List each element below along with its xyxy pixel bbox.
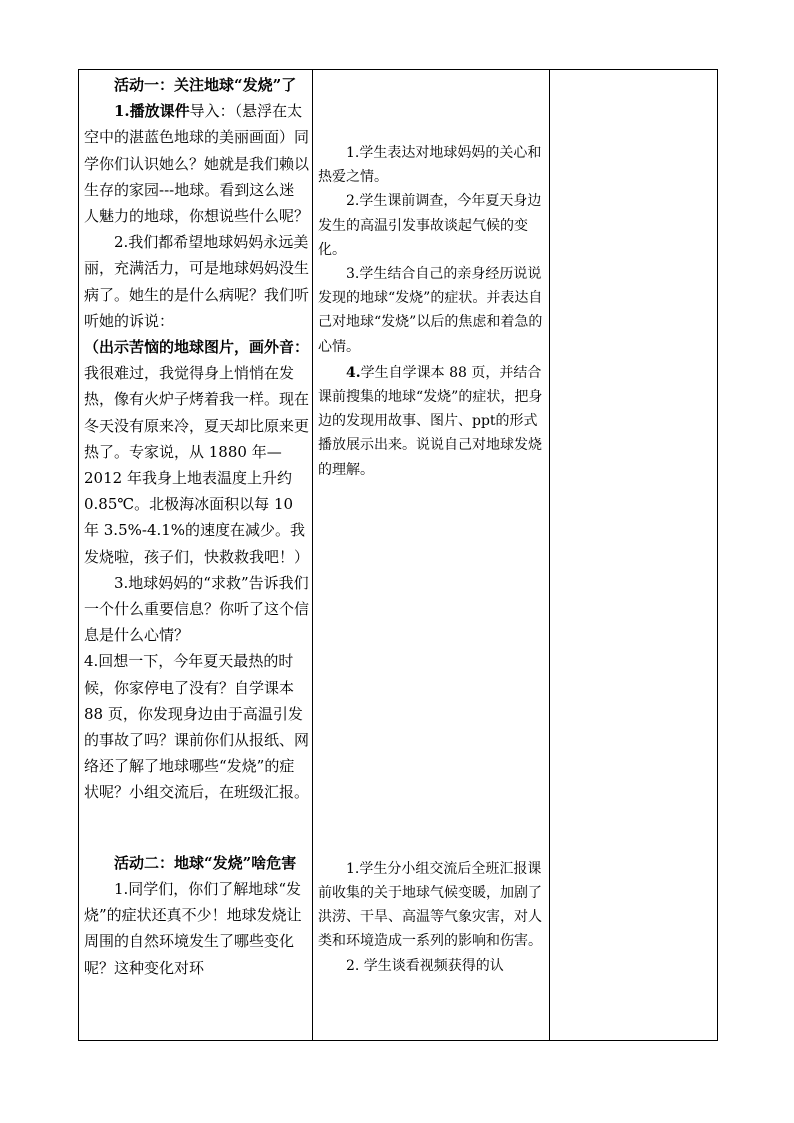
student-paragraph-4 bbox=[318, 361, 546, 482]
student-paragraph-3: 3.学生结合自己的亲身经历说说发现的地球“发烧”的症状。并表达自己对地球“发烧”以后的焦虑和着急的心情。 bbox=[318, 266, 543, 355]
teacher-paragraph-6: 1.同学们，你们了解地球“发烧”的症状还真不少！地球发烧让周围的自然环境发生了哪些变化呢？这种变化对环 bbox=[84, 879, 302, 977]
student-activity-cell bbox=[313, 70, 550, 1041]
teacher-paragraph-3-lead: （出示苦恼的地球图片，画外音： bbox=[84, 338, 310, 357]
student-paragraph-5: 1.学生分小组交流后全班汇报课前收集的关于地球气候变暖，加剧了洪涝、干旱、高温等气象灾害，对人类和环境造成一系列的影响和伤害。 bbox=[318, 860, 542, 950]
teacher-paragraph-3-text: 我很难过，我觉得身上悄悄在发热，像有火炉子烤着我一样。现在冬天没有原来冷，夏天却比原来更热了。专家说，从 1880 年—2012 年我身上地表温度上升约 0.85℃。北极海冰面积以每 10 年 3.5%-4.1%的速度在减少。我发烧啦，孩子们，快救救我吧！） bbox=[84, 364, 310, 566]
activity1-title: 活动一：关注地球“发烧”了 bbox=[114, 76, 297, 94]
teacher-activity-cell bbox=[79, 70, 313, 1041]
teacher-paragraph-2: 2.我们都希望地球妈妈永远美丽，充满活力，可是地球妈妈没生病了。她生的是什么病呢？我们听听她的诉说： bbox=[84, 233, 310, 330]
activity2-title: 活动二：地球“发烧”啥危害 bbox=[114, 853, 297, 872]
teacher-paragraph-1-lead: 1.播放课件 bbox=[114, 102, 190, 121]
notes-cell bbox=[550, 70, 718, 1041]
table-row bbox=[79, 70, 718, 1041]
student-paragraph-4-text: 学生自学课本 88 页，并结合课前搜集的地球“发烧”的症状，把身边的发现用故事、图片、ppt的形式播放展示出来。说说自己对地球发烧的理解。 bbox=[318, 364, 543, 478]
teacher-paragraph-5: 4.回想一下，今年夏天最热的时候，你家停电了没有？自学课本 88 页，你发现身边由于高温引发的事故了吗？课前你们从报纸、网络还了解了地球哪些“发烧”的症状呢？小组交流后，在班级汇报。 bbox=[84, 652, 310, 802]
teacher-paragraph-4: 3.地球妈妈的“求救”告诉我们一个什么重要信息？你听了这个信息是什么心情？ bbox=[84, 573, 310, 645]
student-paragraph-4-lead: 4. bbox=[346, 364, 361, 381]
lesson-plan-table bbox=[78, 69, 718, 1041]
teacher-paragraph-3 bbox=[84, 334, 309, 570]
teacher-paragraph-1 bbox=[84, 98, 309, 229]
student-paragraph-1: 1.学生表达对地球妈妈的关心和热爱之情。 bbox=[318, 145, 542, 186]
student-paragraph-6: 2. 学生谈看视频获得的认 bbox=[346, 957, 504, 974]
teacher-paragraph-1-text: 导入：（悬浮在太空中的湛蓝色地球的美丽画面）同学你们认识她么？她就是我们赖以生存的家园---地球。看到这么迷人魅力的地球，你想说些什么呢？ bbox=[84, 102, 310, 226]
student-paragraph-2: 2.学生课前调查，今年夏天身边发生的高温引发事故谈起气候的变化。 bbox=[318, 193, 542, 258]
